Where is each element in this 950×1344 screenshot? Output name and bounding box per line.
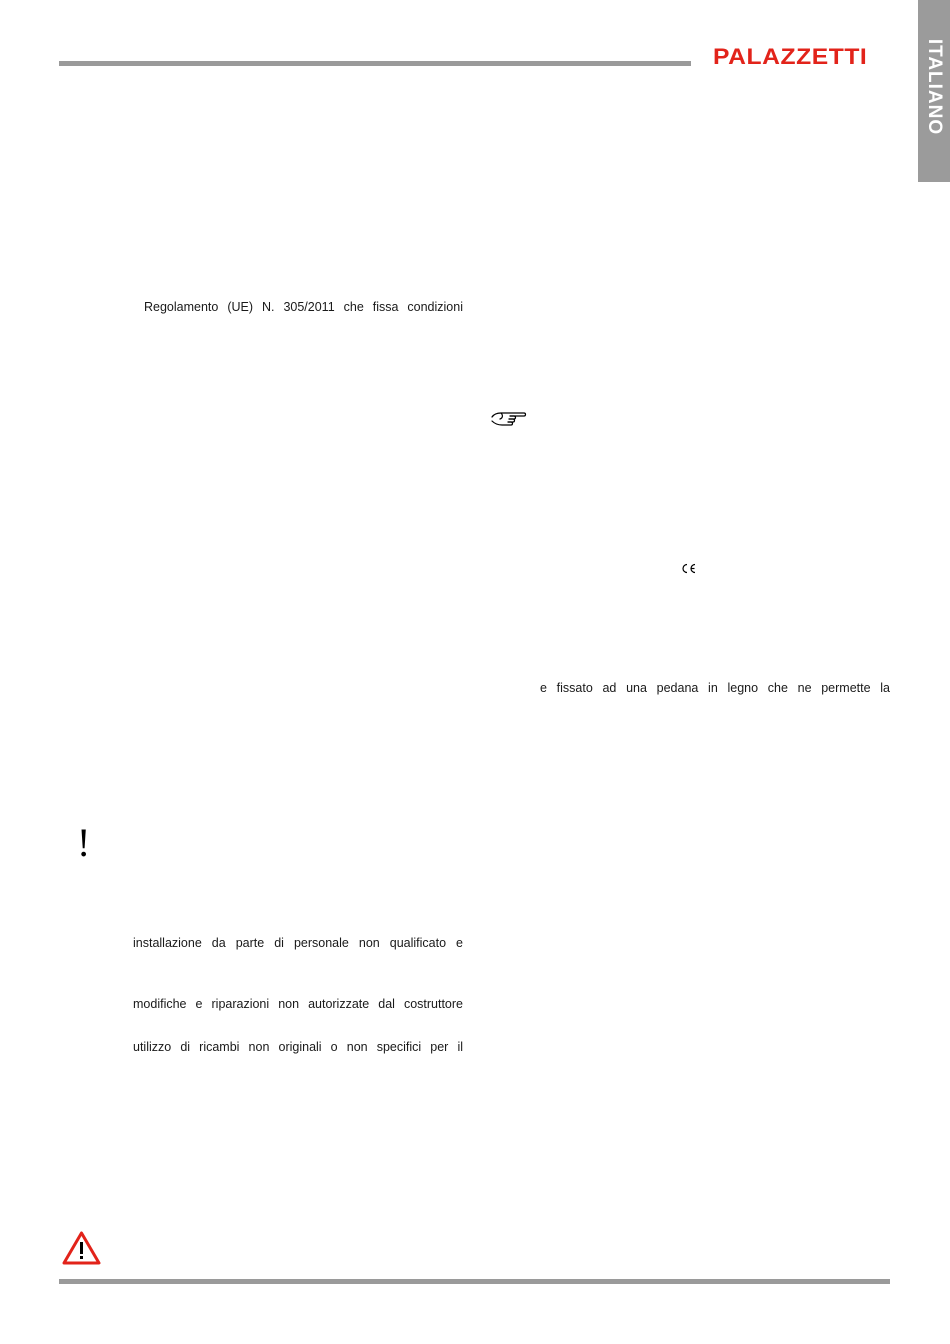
text-regolamento: Regolamento (UE) N. 305/2011 che fissa condizioni: [144, 300, 463, 314]
language-tab-label: ITALIANO: [924, 38, 945, 136]
language-tab-label-wrap: [918, 0, 950, 182]
language-tab: [918, 0, 950, 182]
text-fissato: e fissato ad una pedana in legno che ne permette la: [540, 681, 890, 695]
footer-rule: [59, 1279, 890, 1284]
brand-logo: PALAZZETTI: [713, 44, 868, 69]
warning-triangle-icon: [62, 1231, 101, 1265]
pointing-hand-icon: [490, 408, 528, 432]
text-modifiche: modifiche e riparazioni non autorizzate dal costruttore: [133, 997, 463, 1011]
ce-mark-icon: [680, 563, 697, 574]
exclamation-icon: !: [77, 820, 91, 865]
header-rule: [59, 61, 691, 66]
text-utilizzo: utilizzo di ricambi non originali o non specifici per il: [133, 1040, 463, 1054]
text-installazione: installazione da parte di personale non qualificato e: [133, 936, 463, 950]
